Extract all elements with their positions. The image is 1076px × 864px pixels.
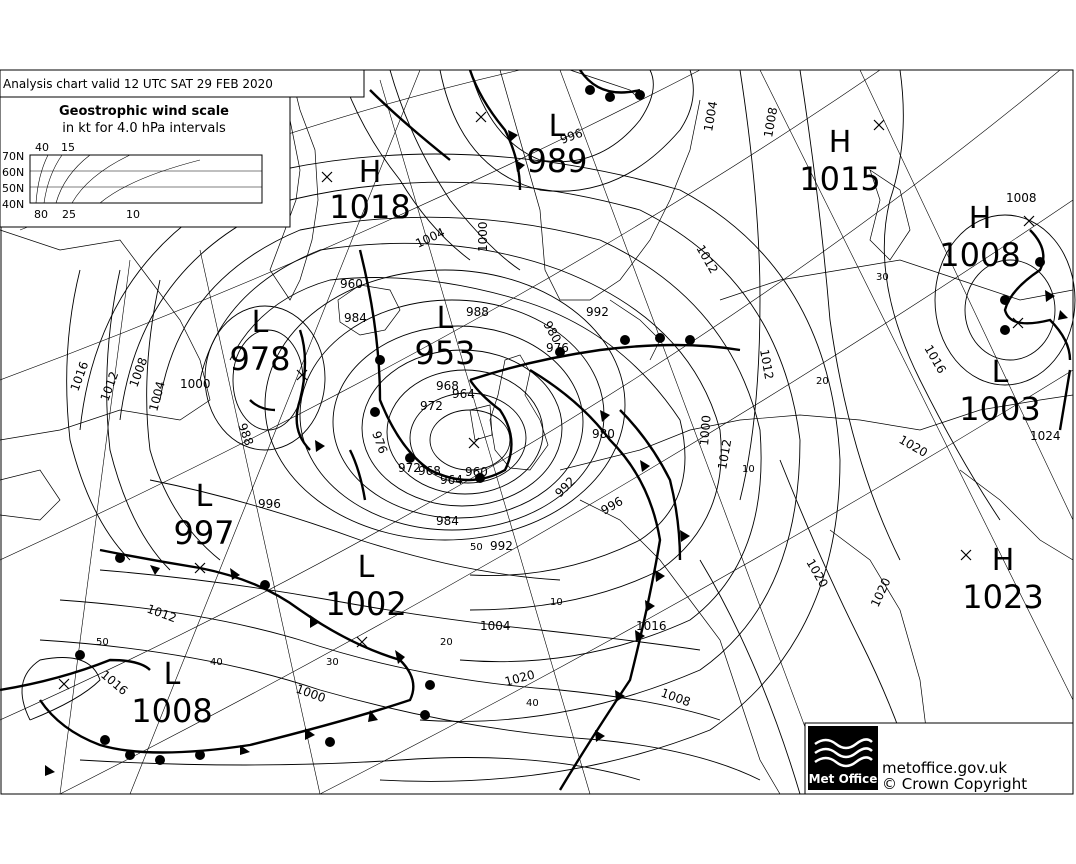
isobar-label: 984 bbox=[344, 311, 367, 325]
wind-scale-subtitle: in kt for 4.0 hPa intervals bbox=[62, 121, 226, 136]
isobar-label: 1012 bbox=[693, 242, 721, 276]
isobar-label: 1012 bbox=[757, 348, 777, 381]
isobar-label: 1016 bbox=[921, 342, 949, 376]
lat-label: 30 bbox=[326, 657, 339, 668]
system-pressure: 1023 bbox=[962, 578, 1044, 616]
isobar-label: 964 bbox=[440, 473, 463, 487]
isobar-label: 1020 bbox=[868, 575, 894, 610]
copyright-text: © Crown Copyright bbox=[882, 775, 1028, 793]
isobar-label: 960 bbox=[340, 277, 363, 291]
system-letter: L bbox=[357, 550, 375, 585]
isobar-label: 1012 bbox=[715, 438, 735, 471]
system-letter: H bbox=[828, 125, 852, 160]
isobar-label: 1004 bbox=[413, 225, 447, 251]
system-letter: H bbox=[358, 155, 382, 190]
website-text: metoffice.gov.uk bbox=[882, 759, 1008, 777]
logo-text: Met Office bbox=[808, 772, 878, 786]
isobar-label: 1012 bbox=[97, 369, 122, 404]
wind-scale-bottom-tick: 25 bbox=[62, 208, 76, 221]
isobar-label: 1008 bbox=[126, 355, 151, 390]
isobar-label: 1008 bbox=[1006, 191, 1037, 205]
isobar-label: 1020 bbox=[803, 556, 831, 590]
system-letter: H bbox=[991, 543, 1015, 578]
isobar-label: 1020 bbox=[896, 432, 930, 460]
wind-scale-lat: 70N bbox=[2, 150, 25, 163]
isobar-label: 996 bbox=[258, 497, 281, 511]
isobar-label: 1016 bbox=[67, 359, 92, 394]
system-letter: H bbox=[968, 201, 992, 236]
lat-label: 10 bbox=[742, 464, 755, 475]
isobar-label: 972 bbox=[420, 399, 443, 413]
isobar-label: 972 bbox=[398, 461, 421, 475]
system-letter: L bbox=[251, 305, 269, 340]
system-pressure: 1008 bbox=[939, 236, 1021, 274]
system-pressure: 989 bbox=[526, 142, 588, 180]
isobar-label: 996 bbox=[558, 125, 585, 147]
system-pressure: 997 bbox=[173, 514, 235, 552]
wind-scale-lat: 40N bbox=[2, 198, 25, 211]
isobar-label: 992 bbox=[490, 539, 513, 553]
system-letter: L bbox=[991, 355, 1009, 390]
isobar-label: 992 bbox=[552, 474, 579, 501]
wind-scale-lat: 50N bbox=[2, 182, 25, 195]
isobar-label: 1004 bbox=[146, 379, 168, 413]
isobar-label: 980 bbox=[540, 318, 564, 346]
isobar-label: 1004 bbox=[701, 100, 721, 133]
wind-scale-bottom-tick: 10 bbox=[126, 208, 140, 221]
system-pressure: 978 bbox=[229, 340, 291, 378]
isobar-label: 1012 bbox=[144, 601, 179, 626]
system-pressure: 953 bbox=[414, 334, 476, 372]
isobar-label: 1004 bbox=[480, 619, 511, 633]
system-letter: L bbox=[195, 479, 213, 514]
isobar-label: 1008 bbox=[761, 106, 781, 139]
system-pressure: 1003 bbox=[959, 390, 1041, 428]
isobar-label: 976 bbox=[369, 429, 391, 456]
system-letter: L bbox=[436, 301, 454, 336]
lat-label: 50 bbox=[470, 542, 483, 553]
wind-scale-lat: 60N bbox=[2, 166, 25, 179]
lat-label: 50 bbox=[96, 637, 109, 648]
isobar-label: 960 bbox=[465, 465, 488, 479]
lat-label: 20 bbox=[440, 637, 453, 648]
isobar-label: 1016 bbox=[98, 667, 131, 698]
isobar-label: 1000 bbox=[293, 681, 328, 706]
isobar-label: 968 bbox=[418, 464, 441, 478]
isobar-label: 1008 bbox=[658, 685, 693, 710]
system-letter: L bbox=[163, 657, 181, 692]
isobar-label: 1000 bbox=[180, 377, 211, 391]
lat-label: 40 bbox=[210, 657, 223, 668]
isobar-label: 980 bbox=[592, 427, 615, 441]
isobar-label: 992 bbox=[586, 305, 609, 319]
wind-scale-top-tick: 40 bbox=[35, 141, 49, 154]
isobar-label: 1000 bbox=[476, 221, 490, 252]
isobar-label: 996 bbox=[598, 494, 626, 518]
wind-scale-top-tick: 15 bbox=[61, 141, 75, 154]
wind-scale-title: Geostrophic wind scale bbox=[58, 104, 230, 119]
system-pressure: 1015 bbox=[799, 160, 881, 198]
system-pressure: 1002 bbox=[325, 585, 407, 623]
isobar-label: 1020 bbox=[503, 667, 537, 689]
isobar-label: 984 bbox=[436, 514, 459, 528]
isobar-label: 1000 bbox=[697, 414, 714, 447]
isobar-label: 1024 bbox=[1030, 429, 1061, 443]
lat-label: 40 bbox=[526, 698, 539, 709]
lat-label: 30 bbox=[876, 272, 889, 283]
lat-label: 10 bbox=[550, 597, 563, 608]
isobar-label: 968 bbox=[436, 379, 459, 393]
isobar-label: 976 bbox=[546, 341, 569, 355]
lat-label: 20 bbox=[816, 376, 829, 387]
system-pressure: 1008 bbox=[131, 692, 213, 730]
isobar-label: 1016 bbox=[636, 619, 667, 633]
isobar-label: 988 bbox=[235, 421, 257, 448]
system-pressure: 1018 bbox=[329, 188, 411, 226]
chart-title: Analysis chart valid 12 UTC SAT 29 FEB 2020 bbox=[3, 77, 273, 91]
system-letter: L bbox=[548, 109, 566, 144]
isobar-label: 988 bbox=[466, 305, 489, 319]
isobar-label: 964 bbox=[452, 387, 475, 401]
wind-scale-bottom-tick: 80 bbox=[34, 208, 48, 221]
